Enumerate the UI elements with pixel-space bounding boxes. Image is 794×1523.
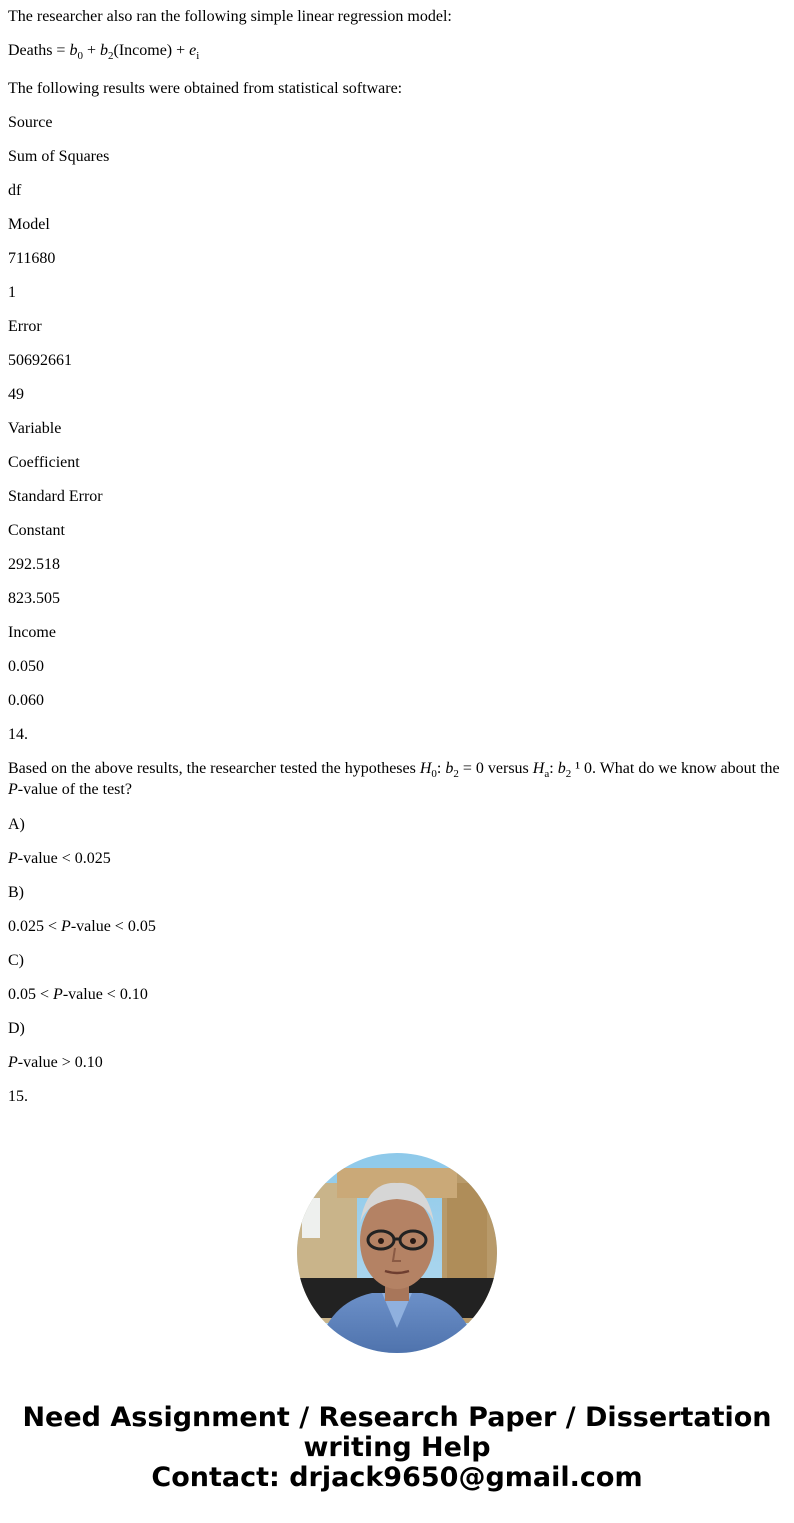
option-b-text: [8, 918, 156, 936]
option-c-text: [8, 986, 148, 1004]
banner-line-2: writing Help: [303, 1432, 491, 1463]
q14-h0-sub: 0: [431, 768, 437, 780]
q14-h0: H: [419, 760, 432, 777]
software-text: The following results were obtained from statistical software:: [8, 80, 403, 97]
option-b-italic: P: [61, 918, 71, 935]
author-avatar: [297, 1153, 497, 1353]
option-d-italic: P: [8, 1054, 18, 1071]
coef-b0-sub: 0: [77, 50, 83, 62]
option-d-text: [8, 1054, 103, 1072]
q14-colon-1: :: [436, 760, 446, 777]
anova-header-ss: Sum of Squares: [8, 148, 110, 165]
anova-header-df: df: [8, 182, 22, 199]
anova-error-df: 49: [8, 386, 24, 403]
coef-constant-se: 823.505: [8, 590, 60, 607]
option-c-pre: 0.05 <: [8, 986, 54, 1003]
option-c-post: -value < 0.10: [62, 986, 148, 1003]
anova-error-ss: 50692661: [8, 352, 72, 369]
banner-line-3: Contact: drjack9650@gmail.com: [151, 1462, 643, 1493]
option-b-pre: 0.025 <: [8, 918, 62, 935]
q14-b2-a: b: [445, 760, 454, 777]
error-term: e: [189, 42, 197, 59]
coef-constant-value: 292.518: [8, 556, 60, 573]
q14-ha-sub: a: [544, 768, 550, 780]
q14-ha: H: [532, 760, 545, 777]
banner-line-1: Need Assignment / Research Paper / Dissertation: [22, 1402, 772, 1433]
option-d-letter: D): [8, 1020, 25, 1037]
question-15-number: 15.: [8, 1088, 28, 1105]
coef-income-value: 0.050: [8, 658, 44, 675]
coef-header-se: Standard Error: [8, 488, 103, 505]
equation-lhs: Deaths =: [8, 42, 70, 59]
coef-constant-label: Constant: [8, 522, 65, 539]
equation-plus: +: [82, 42, 100, 59]
coef-header-variable: Variable: [8, 420, 62, 437]
q14-colon-2: :: [549, 760, 558, 777]
anova-error-label: Error: [8, 318, 42, 335]
option-b-post: -value < 0.05: [70, 918, 156, 935]
q14-b2-a-sub: 2: [453, 768, 459, 780]
option-a-letter: A): [8, 816, 25, 833]
anova-header-source: Source: [8, 114, 53, 131]
coef-b0: b: [69, 42, 78, 59]
intro-text: The researcher also ran the following simple linear regression model:: [8, 8, 452, 25]
contact-banner: [0, 1403, 794, 1493]
question-14-text: [8, 758, 788, 800]
coef-b2-sub: 2: [107, 50, 114, 62]
question-14-number: 14.: [8, 726, 28, 743]
coef-b2: b: [99, 42, 108, 59]
regression-equation: [8, 42, 199, 60]
option-c-italic: P: [53, 986, 63, 1003]
person-photo-icon: [297, 1153, 497, 1353]
option-a-italic: P: [8, 850, 18, 867]
anova-model-ss: 711680: [8, 250, 56, 267]
coef-header-coefficient: Coefficient: [8, 454, 80, 471]
q14-neq: ¹ 0. What do we know about the: [571, 760, 780, 777]
q14-eq0: = 0 versus: [458, 760, 533, 777]
q14-b2-b: b: [557, 760, 566, 777]
option-a-text: [8, 850, 111, 868]
q14-text-a: Based on the above results, the researcher tested the hypotheses: [8, 760, 420, 777]
error-term-sub: i: [196, 50, 200, 62]
coef-income-label: Income: [8, 624, 56, 641]
q14-b2-b-sub: 2: [565, 768, 572, 780]
option-a-post: -value < 0.025: [17, 850, 111, 867]
option-c-letter: C): [8, 952, 24, 969]
coef-income-se: 0.060: [8, 692, 44, 709]
q14-p: P: [8, 781, 18, 798]
anova-model-df: 1: [8, 284, 16, 301]
q14-text-end: -value of the test?: [17, 781, 132, 798]
option-b-letter: B): [8, 884, 24, 901]
option-d-post: -value > 0.10: [17, 1054, 103, 1071]
equation-term: (Income) +: [113, 42, 190, 59]
anova-model-label: Model: [8, 216, 50, 233]
